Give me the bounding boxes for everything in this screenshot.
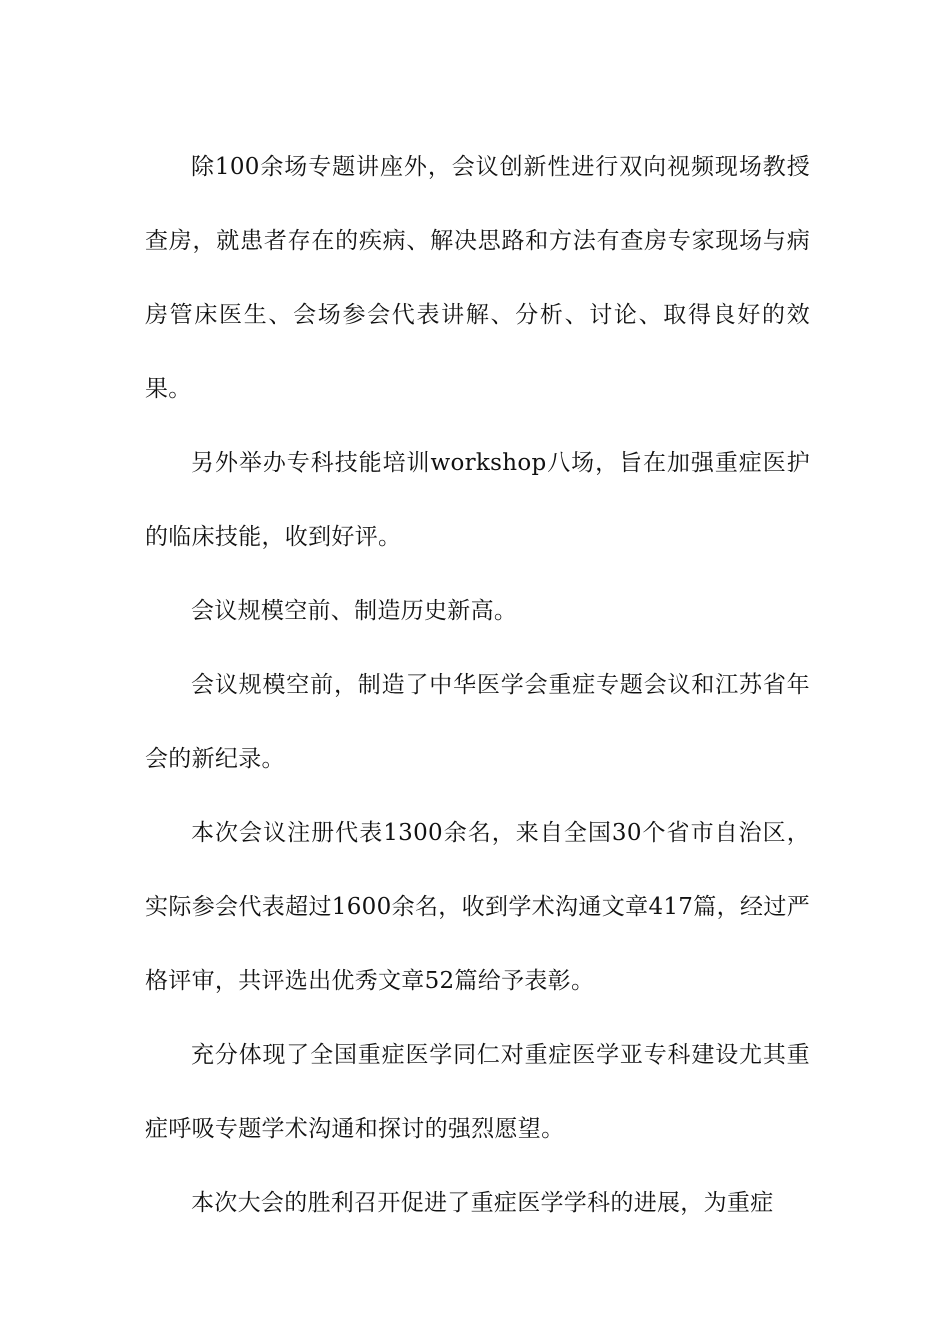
document-body	[145, 130, 810, 1240]
paragraph-aspiration: 充分体现了全国重症医学同仁对重症医学亚专科建设尤其重症呼吸专题学术沟通和探讨的强烈愿望。	[145, 1042, 810, 1142]
paragraph-lectures: 除100余场专题讲座外，会议创新性进行双向视频现场教授查房，就患者存在的疾病、解决思路和方法有查房专家现场与病房管床医生、会场参会代表讲解、分析、讨论、取得良好的效果。	[145, 154, 810, 402]
paragraph-scale-heading: 会议规模空前、制造历史新高。	[191, 598, 518, 624]
paragraph-attendance: 本次会议注册代表1300余名，来自全国30个省市自治区，实际参会代表超过1600余名，收到学术沟通文章417篇，经过严格评审，共评选出优秀文章52篇给予表彰。	[145, 820, 810, 994]
paragraph-conclusion: 本次大会的胜利召开促进了重症医学学科的进展，为重症	[191, 1190, 774, 1216]
paragraph-workshop: 另外举办专科技能培训workshop八场，旨在加强重症医护的临床技能，收到好评。	[145, 450, 810, 550]
paragraph-record: 会议规模空前，制造了中华医学会重症专题会议和江苏省年会的新纪录。	[145, 672, 810, 772]
